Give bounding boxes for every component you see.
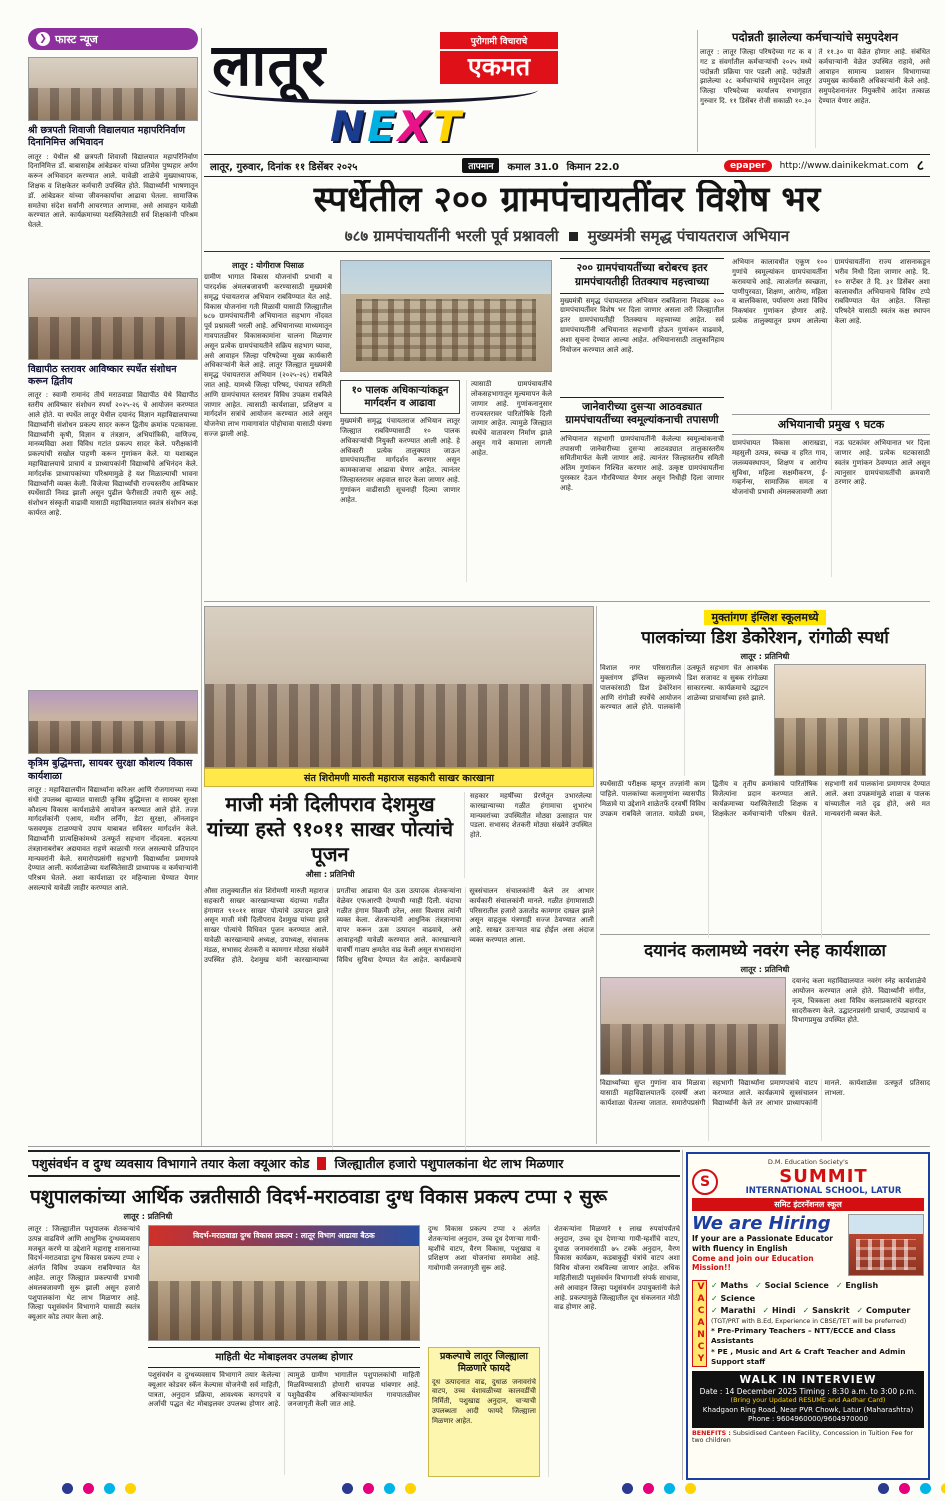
temp-max: कमाल 31.0 bbox=[507, 161, 559, 173]
next-letter-n: N bbox=[330, 102, 368, 151]
photo-dairy-meeting bbox=[148, 1225, 420, 1341]
sidebar-article-3-body: लातूर : महाविद्यालयीन विद्यार्थ्यांना करिअर आणि रोजगाराच्या नव्या संधी उपलब्ध व्हाव्यात यासाठी कृत्रिम बुद्धिमत्ता व सायबर सुरक्षा कौशल्य विकास कार्यशाळेचे आयोजन करण्यात आले होते. तज्ज्ञ मार्गदर्शकांनी एआय, मशीन लर्निंग, डेटा सुरक्षा, ऑनलाइन फसवणूक टाळण्याचे उपाय याबाबत सविस्तर मार्गदर्शन केले. विद्यार्थ्यांनी प्रात्यक्षिकांमध्ये उत्स्फूर्त सहभाग नोंदवला. बदलत्या तंत्रज्ञानाबरोबर अद्ययावत राहणे काळाची गरज असल्याचे प्रतिपादन मान्यवरांनी केले. समारोपप्रसंगी सहभागी विद्यार्थ्यांना प्रमाणपत्रे देण्यात आली. कार्यशाळेच्या यशस्वितेसाठी प्राध्यापक व कर्मचाऱ्यांनी परिश्रम घेतले. अशा कार्यशाळा दर महिन्याला घेण्यात येणार असल्याचे यावेळी जाहीर करण्यात आले. bbox=[28, 786, 198, 893]
school-logo-icon: S bbox=[692, 1169, 718, 1195]
registration-marks bbox=[342, 1483, 416, 1494]
sugar-body: औसा तालुक्यातील संत शिरोमणी मारुती महाराज सहकारी साखर कारखान्याच्या यंदाच्या गळीत हंगामात ९१०११ साखर पोत्यांचे उत्पादन झाले असून माजी मंत्री दिलीपराव देशमुख यांच्या हस्ते साखर पोत्यांचे विधिवत पूजन करण्यात आले. यावेळी कारखान्याचे अध्यक्ष, उपाध्यक्ष, संचालक मंडळ, सभासद शेतकरी व कामगार मोठ्या संख्येने उपस्थित होते. देशमुख यांनी कारखान्याच्या प्रगतीचा आढावा घेत ऊस उत्पादक शेतकऱ्यांना वेळेवर एफआरपी देण्याची ग्वाही दिली. यंदाचा गळीत हंगाम विक्रमी ठरेल, असा विश्वास त्यांनी व्यक्त केला. शेतकऱ्यांनी आधुनिक तंत्रज्ञानाचा वापर करून ऊस उत्पादन वाढवावे, असे आवाहनही यावेळी करण्यात आले. कारखान्याने यावर्षी गाळप क्षमतेत वाढ केली असून सभासदांना विविध सुविधा देण्यात येत आहेत. कार्यक्रमाचे सूत्रसंचालन संचालकांनी केले तर आभार कार्यकारी संचालकांनी मानले. गळीत हंगामासाठी परिसरातील हजारो ऊसतोड कामगार दाखल झाले असून वाहतूक यंत्रणाही सज्ज ठेवण्यात आली आहे. साखर उताऱ्यात वाढ होईल असा अंदाज व्यक्त करण्यात आला. bbox=[204, 887, 594, 964]
lead-column-2b-body: त्यासाठी ग्रामपंचायतींचे लोकसहभागातून मूल्यमापन केले जाणार आहे. गुणांकनानुसार राज्यस्तरावर पारितोषिके दिली जाणार आहेत. त्यामुळे जिल्ह्यात स्पर्धेचे वातावरण निर्माण झाले असून गावे कामाला लागली आहेत. bbox=[471, 380, 552, 457]
registration-marks bbox=[62, 1483, 136, 1494]
banner-separator bbox=[317, 1157, 326, 1170]
masthead-brand-block bbox=[440, 32, 558, 84]
dairy-benefits-box bbox=[428, 1347, 540, 1477]
sugar-headline: माजी मंत्री दिलीपराव देशमुख यांच्या हस्ते ९१०११ साखर पोत्यांचे पूजन bbox=[206, 792, 454, 866]
check-icon: ✓ bbox=[711, 1294, 718, 1304]
check-icon: ✓ bbox=[835, 1281, 843, 1291]
edition-date: लातूर, गुरुवार, दिनांक ११ डिसेंबर २०२५ bbox=[210, 161, 358, 173]
navrang-headline: दयानंद कलामध्ये नवरंग स्नेह कार्यशाळा bbox=[644, 941, 886, 961]
dish-kicker: मुक्तांगण इंग्लिश स्कूलमध्ये bbox=[704, 610, 827, 625]
epaper-badge[interactable]: epaper bbox=[724, 160, 772, 172]
dairy-byline: लातूर : प्रतिनिधी bbox=[123, 1212, 173, 1221]
check-icon: ✓ bbox=[802, 1306, 810, 1316]
lead-subhead-1: ७८७ ग्रामपंचायतींनी भरली पूर्व प्रश्नावली bbox=[344, 227, 559, 246]
hiring-line-3: Come and join our Education Mission!! bbox=[692, 1254, 814, 1273]
subjects-row-1 bbox=[711, 1280, 924, 1305]
dairy-columns bbox=[28, 1225, 680, 1477]
dairy-column-4: शेतकऱ्यांना मिळणारे १ लाख रुपयांपर्यंतचे अनुदान, उच्च दूध देणाऱ्या गायी-म्हशींचे वाटप, दुधाळ जनावरांसाठी ७५ टक्के अनुदान, वैरण विकास कार्यक्रम, कडबाकुट्टी यंत्रांचे वाटप अशा विविध योजना राबविल्या जाणार आहेत. अधिक माहितीसाठी पशुसंवर्धन विभागाशी संपर्क साधावा, असे आवाहन जिल्हा पशुसंवर्धन उपायुक्तांनी केले आहे. प्रकल्पामुळे जिल्ह्यातील दूध संकलनात मोठी वाढ होणार आहे. bbox=[548, 1225, 680, 1477]
subjects-row-2 bbox=[711, 1305, 924, 1317]
color-dot-yellow bbox=[685, 1483, 696, 1494]
ad-benefits-line bbox=[692, 1430, 924, 1444]
dairy-photo-caption: विदर्भ-मराठवाडा दुग्ध विकास प्रकल्प : लातूर विभाग आढावा बैठक bbox=[149, 1226, 419, 1246]
lead-column-4 bbox=[732, 258, 930, 582]
box-200gp-headline: २०० ग्रामपंचायतींच्या बरोबरच इतर ग्रामपंचायतीही तितक्याच महत्त्वाच्या bbox=[560, 258, 724, 293]
check-icon: ✓ bbox=[762, 1306, 770, 1316]
lead-columns bbox=[204, 258, 930, 582]
sugar-side-body: सहकार महर्षींच्या प्रेरणेतून उभारलेल्या कारखान्याच्या गळीत हंगामाचा शुभारंभ मान्यवरांच्या उपस्थितीत मोठ्या उत्साहात पार पडला. सभासद शेतकरी मोठ्या संख्येने उपस्थित होते. bbox=[464, 792, 592, 878]
photo-sugar-pujan bbox=[204, 606, 594, 768]
lead-column-4a-body: अभियान कालावधीत एकूण १०० गुणांचे स्वमूल्यांकन ग्रामपंचायतींना करावयाचे आहे. त्याअंतर्गत स्वच्छता, पाणीपुरवठा, शिक्षण, आरोग्य, महिला व बालविकास, पर्यावरण अशा विविध निकषांवर गुणांकन होणार आहे. प्रत्येक तालुक्यातून प्रथम आलेल्या ग्रामपंचायतींना राज्य शासनाकडून भरीव निधी दिला जाणार आहे. दि. १० सप्टेंबर ते दि. ३१ डिसेंबर अशा कालावधीत अभियानाचे विविध टप्पे राबविण्यात येत आहेत. जिल्हा परिषदेने यासाठी स्वतंत्र कक्ष स्थापन केला आहे. bbox=[732, 258, 930, 326]
sugar-headline-block bbox=[204, 792, 456, 882]
dairy-column-3: दुग्ध विकास प्रकल्प टप्पा २ अंतर्गत शेतकऱ्यांना अनुदान, उच्च दूध देणाऱ्या गायी-म्हशींचे वाटप, वैरण विकास, पशुखाद्य व प्रशिक्षण अशा योजनांचा समावेश आहे. गावोगावी जनजागृती सुरू आहे. bbox=[428, 1225, 540, 1273]
masthead-city: लातूर bbox=[212, 31, 327, 99]
divider-sidebar bbox=[201, 28, 202, 1146]
navrang-byline: लातूर : प्रतिनिधी bbox=[740, 965, 790, 975]
palak-box-body: मुख्यमंत्री समृद्ध पंचायतराज अभियान लातूर जिल्ह्यात राबविण्यासाठी १० पालक अधिकाऱ्यांची नियुक्ती करण्यात आली आहे. हे अधिकारी प्रत्येक तालुक्यात जाऊन ग्रामपंचायतींना मार्गदर्शन करणार असून कामकाजाचा आढावा घेणार आहेत. त्यानंतर जिल्हास्तरावर अहवाल सादर केला जाणार आहे. गुणांकन वाढीसाठी सूचनाही दिल्या जाणार आहेत. bbox=[340, 417, 460, 504]
lead-byline: लातूर : योगीराज पिसाळ bbox=[232, 261, 304, 271]
check-icon: ✓ bbox=[755, 1281, 762, 1291]
benefits-text: Subsidised Canteen Facility, Concession in Tuition Fee for two children bbox=[692, 1429, 913, 1444]
color-dot-magenta bbox=[83, 1483, 94, 1494]
color-dot-cyan bbox=[104, 1483, 115, 1494]
dish-body: स्पर्धेसाठी परीक्षक म्हणून तज्ज्ञांनी काम पाहिले. पालकांच्या कलागुणांना व्यासपीठ मिळावे या उद्देशाने शाळेतर्फे दरवर्षी विविध उपक्रम राबविले जातात. यावेळी प्रथम, द्वितीय व तृतीय क्रमांकाचे पारितोषिक विजेत्यांना प्रदान करण्यात आले. कार्यक्रमाच्या यशस्वितेसाठी शिक्षक व शिक्षकेतर कर्मचाऱ्यांनी परिश्रम घेतले. सहभागी सर्व पालकांना प्रमाणपत्र देण्यात आले. अशा उपक्रमांमुळे शाळा व पालक यांच्यातील नाते दृढ होते, असे मत मान्यवरांनी व्यक्त केले. bbox=[600, 780, 930, 818]
dish-lead-body: विशाल नगर परिसरातील मुक्तांगण इंग्लिश स्कूलमध्ये पालकांसाठी डिश डेकोरेशन आणि रांगोळी स्पर्धेचे आयोजन करण्यात आले होते. पालकांनी उत्स्फूर्त सहभाग घेत आकर्षक डिश सजावट व सुबक रांगोळ्या साकारल्या. कार्यक्रमाचे उद्घाटन शाळेच्या प्राचार्यांच्या हस्ते झाले. bbox=[600, 664, 768, 712]
weather-label: तापमान bbox=[462, 158, 499, 173]
lead-column-2b bbox=[466, 380, 552, 582]
masthead-brand: एकमत bbox=[440, 51, 558, 84]
lead-column-4b-body: ग्रामपंचायत विकास आराखडा, महसुली उत्पन्न, स्वच्छ व हरित गाव, जलव्यवस्थापन, शिक्षण व आरोग्य सुविधा, महिला सक्षमीकरण, ई-गव्हर्नन्स, सामाजिक समता व योजनांची प्रभावी अंमलबजावणी अशा नऊ घटकांवर अभियानात भर दिला जाणार आहे. प्रत्येक घटकासाठी स्वतंत्र गुणांकन ठेवण्यात आले असून त्यानुसार ग्रामपंचायतींची क्रमवारी ठरणार आहे. bbox=[732, 439, 930, 497]
sidebar-article-2-body: लातूर : स्वामी रामानंद तीर्थ मराठवाडा विद्यापीठ येथे विद्यापीठ स्तरीय आविष्कार संशोधन स्पर्धा २०२५-२६ चे आयोजन करण्यात आले होते. या स्पर्धेत लातूर येथील दयानंद विज्ञान महाविद्यालयाच्या विद्यार्थ्यांनी संशोधन प्रकल्प सादर करून द्वितीय क्रमांक पटकावला. विद्यार्थ्यांनी कृषी, विज्ञान व तंत्रज्ञान, अभियांत्रिकी, वाणिज्य, मानव्यविद्या अशा विविध गटांत प्रकल्प सादर केले. परीक्षकांनी प्रकल्पांची सखोल पाहणी करून गुणांकन केले. या यशाबद्दल महाविद्यालयाचे प्राचार्य व प्राध्यापकांनी विद्यार्थ्यांचे अभिनंदन केले. मार्गदर्शक प्राध्यापकांच्या परिश्रमामुळे हे यश मिळाल्याची भावना विद्यार्थ्यांनी व्यक्त केली. विजेत्या विद्यार्थ्यांची राज्यस्तरीय आविष्कार स्पर्धेसाठी निवड झाली असून पुढील फेरीसाठी तयारी सुरू आहे. संशोधन संस्कृती वाढावी यासाठी महाविद्यालयात स्वतंत्र संशोधन कक्ष कार्यरत आहे. bbox=[28, 391, 198, 517]
photo-school-building bbox=[848, 1214, 924, 1276]
color-dot-magenta bbox=[643, 1483, 654, 1494]
sugar-article bbox=[204, 606, 594, 1153]
dairy-mobile-box bbox=[148, 1347, 420, 1477]
fast-news-sidebar bbox=[28, 28, 198, 1146]
dairy-benefits-headline: प्रकल्पाचे लातूर जिल्ह्याला मिळणारे फायदे bbox=[440, 1351, 528, 1375]
walkin-bring-note: (Bring your Updated RESUME and Aadhar Card) bbox=[730, 1395, 886, 1404]
dish-headline: पालकांच्या डिश डेकोरेशन, रांगोळी स्पर्धा bbox=[641, 628, 889, 648]
website-link[interactable]: http://www.dainikekmat.com bbox=[779, 160, 909, 171]
dairy-banner-left: पशुसंवर्धन व दुग्ध व्यवसाय विभागाने तयार केला क्यूआर कोड bbox=[32, 1156, 310, 1171]
color-dot-blue bbox=[622, 1483, 633, 1494]
color-dot-yellow bbox=[941, 1483, 945, 1494]
registration-marks bbox=[622, 1483, 696, 1494]
dateline-bar bbox=[204, 154, 930, 177]
sidebar-article-3-headline: कृत्रिम बुद्धिमत्ता, सायबर सुरक्षा कौशल्य विकास कार्यशाळा bbox=[28, 758, 193, 782]
walkin-date: Date : 14 December 2025 Timing : 8:30 a.m. to 3:00 p.m. bbox=[699, 1386, 917, 1396]
check-icon: ✓ bbox=[711, 1281, 718, 1291]
nine-components-subhead: अभियानाची प्रमुख ९ घटक bbox=[732, 414, 930, 435]
lead-story bbox=[204, 180, 930, 582]
masthead bbox=[204, 30, 560, 152]
school-name-2: INTERNATIONAL SCHOOL, LATUR bbox=[745, 1185, 902, 1196]
temp-min: किमान 22.0 bbox=[566, 161, 620, 173]
color-dot-blue bbox=[62, 1483, 73, 1494]
dairy-headline: पशुपालकांच्या आर्थिक उन्नतीसाठी विदर्भ-मराठवाडा दुग्ध विकास प्रकल्प टप्पा २ सुरू bbox=[30, 1186, 608, 1208]
photo-workshop-stage bbox=[28, 690, 198, 754]
subject-marathi: Marathi bbox=[720, 1306, 756, 1316]
box-200gp-body: मुख्यमंत्री समृद्ध पंचायतराज अभियान राबविताना निवडक २०० ग्रामपंचायतींवर विशेष भर दिला जाणार असला तरी जिल्ह्यातील इतर ग्रामपंचायतीही तितक्याच महत्त्वाच्या आहेत. सर्व ग्रामपंचायतींनी अभियानात सहभागी होऊन गुणांकन वाढवावे, अशा सूचना देण्यात आल्या आहेत. अभियानासाठी तालुकानिहाय नियोजन करण्यात आले आहे. bbox=[560, 296, 724, 354]
ad-item-preprimary: * Pre-Primary Teachers – NTT/ECCE and Class Assistants bbox=[711, 1326, 896, 1346]
hiring-title: We are Hiring bbox=[692, 1213, 831, 1235]
box-january-headline: जानेवारीच्या दुसऱ्या आठवड्यात ग्रामपंचायतींच्या स्वमूल्यांकनाची तपासणी bbox=[560, 397, 724, 432]
lead-subhead-2: मुख्यमंत्री समृद्ध पंचायतराज अभियान bbox=[587, 227, 790, 246]
color-dot-cyan bbox=[384, 1483, 395, 1494]
walkin-box bbox=[692, 1371, 924, 1428]
color-dot-magenta bbox=[363, 1483, 374, 1494]
subject-sanskrit: Sanskrit bbox=[812, 1306, 850, 1316]
navrang-body: विद्यार्थ्यांच्या सुप्त गुणांना वाव मिळावा यासाठी महाविद्यालयातर्फे दरवर्षी अशा कार्यशाळा घेतल्या जातात. समारोपप्रसंगी सहभागी विद्यार्थ्यांना प्रमाणपत्रांचे वाटप करण्यात आले. कार्यक्रमाचे सूत्रसंचालन विद्यार्थ्यांनी केले तर आभार प्राध्यापकांनी मानले. कार्यशाळेस उत्स्फूर्त प्रतिसाद लाभला. bbox=[600, 1079, 930, 1107]
photo-award-ceremony bbox=[28, 278, 198, 360]
promotion-headline: पदोन्नती झालेल्या कर्मचाऱ्यांचे समुपदेशन bbox=[731, 30, 899, 44]
next-letter-x: X bbox=[397, 102, 433, 151]
sidebar-article-1-headline: श्री छत्रपती शिवाजी विद्यालयात महापरिनिर्वाण दिनानिमित्त अभिवादन bbox=[28, 125, 186, 149]
ad-hiring-row bbox=[692, 1214, 924, 1276]
sidebar-article-2-headline: विद्यापीठ स्तरावर आविष्कार स्पर्धेत संशोधन करून द्वितीय bbox=[28, 363, 177, 388]
subject-science: Science bbox=[720, 1294, 756, 1304]
square-bullet-icon bbox=[569, 232, 578, 241]
divider-lead-bottom bbox=[204, 601, 930, 602]
walkin-title: WALK IN INTERVIEW bbox=[739, 1373, 877, 1386]
promotion-body: लातूर : लातूर जिल्हा परिषदेच्या गट क व गट ड संवर्गातील कर्मचाऱ्यांची २०२५ मध्ये पदोन्नती प्रक्रिया पार पडली आहे. पदोन्नती झालेल्या २८ कर्मचाऱ्यांचे समुपदेशन लातूर जिल्हा परिषदेच्या कार्यालय सभागृहात गुरुवार दि. ११ डिसेंबर रोजी सकाळी १०.३० ते ११.३० या वेळेत होणार आहे. संबंधित कर्मचाऱ्यांनी वेळेत उपस्थित राहावे, असे आवाहन सामान्य प्रशासन विभागाच्या उपमुख्य कार्यकारी अधिकाऱ्यांनी केले आहे. समुपदेशनानंतर नियुक्तीचे आदेश तत्काळ देण्यात येणार आहेत. bbox=[700, 48, 930, 105]
next-letter-t: T bbox=[432, 102, 463, 151]
divider-dairy-ad bbox=[682, 1150, 683, 1480]
hiring-line-1: If your are a Passionate Educator bbox=[692, 1233, 833, 1243]
fast-news-title: फास्ट न्यूज bbox=[55, 32, 98, 46]
divider-masthead-promo bbox=[697, 30, 698, 152]
fast-news-icon: ❯ bbox=[36, 32, 50, 46]
summit-school-ad[interactable] bbox=[686, 1152, 930, 1480]
lead-column-1 bbox=[204, 258, 332, 582]
benefits-label: BENEFITS : bbox=[692, 1429, 731, 1437]
photo-navrang-workshop bbox=[600, 977, 786, 1075]
sidebar-article-1-body: लातूर : येथील श्री छत्रपती शिवाजी विद्यालयात महापरिनिर्वाण दिनानिमित्त डॉ. बाबासाहेब आंबेडकर यांच्या प्रतिमेस पुष्पहार अर्पण करून अभिवादन करण्यात आले. यावेळी शाळेचे मुख्याध्यापक, शिक्षक व शिक्षकेतर कर्मचारी उपस्थित होते. विद्यार्थ्यांनी भाषणातून डॉ. आंबेडकर यांच्या जीवनकार्याचा आढावा घेतला. सामाजिक समतेचा संदेश सर्वांनी आचरणात आणावा, असे आवाहन यावेळी करण्यात आले. कार्यक्रमाच्या यशस्वितेसाठी सर्व शिक्षकांनी परिश्रम घेतले. bbox=[28, 152, 198, 230]
subject-english: English bbox=[845, 1281, 879, 1291]
color-dot-blue bbox=[342, 1483, 353, 1494]
masthead-next-logo bbox=[330, 102, 463, 151]
page-number: ८ bbox=[916, 158, 924, 174]
subject-hindi: Hindi bbox=[771, 1306, 796, 1316]
lead-box-palak bbox=[340, 380, 460, 582]
color-dot-blue bbox=[878, 1483, 889, 1494]
color-dot-yellow bbox=[125, 1483, 136, 1494]
school-name-marathi: समिट इंटरनॅशनल स्कूल bbox=[692, 1198, 924, 1211]
school-name: SUMMIT bbox=[779, 1166, 868, 1187]
dish-article bbox=[600, 606, 930, 938]
sugar-photo-caption: संत शिरोमणी मारुती महाराज सहकारी साखर कारखाना bbox=[204, 768, 594, 787]
dairy-section bbox=[28, 1150, 680, 1477]
registration-marks bbox=[878, 1483, 945, 1494]
check-icon: ✓ bbox=[856, 1306, 864, 1316]
color-dot-magenta bbox=[899, 1483, 910, 1494]
color-dot-cyan bbox=[920, 1483, 931, 1494]
ad-society-line: D.M. Education Society's bbox=[767, 1158, 849, 1166]
dairy-banner-right: जिल्ह्यातील हजारो पशुपालकांना थेट लाभ मिळणार bbox=[334, 1156, 564, 1171]
vacancy-row bbox=[692, 1280, 924, 1367]
lead-headline: स्पर्धेतील २०० ग्रामपंचायतींवर विशेष भर bbox=[313, 180, 821, 220]
photo-dish-competition bbox=[774, 664, 926, 776]
lead-column-1-body: ग्रामीण भागात विकास योजनांची प्रभावी व पारदर्शक अंमलबजावणी करण्यासाठी मुख्यमंत्री समृद्ध पंचायतराज अभियान राबविण्यात येत आहे. विकास योजनांना गती मिळावी यासाठी जिल्ह्यातील ७८७ ग्रामपंचायतींनी अभियानात सहभाग नोंदवत पूर्व प्रश्नावली भरली आहे. अभियानाच्या माध्यमातून गावपातळीवर विकासकामांना चालना मिळणार असून प्रत्येक ग्रामपंचायतीने सक्रिय सहभाग घ्यावा, असे आवाहन जिल्हा परिषदेच्या मुख्य कार्यकारी अधिकाऱ्यांनी केले आहे. लातूर जिल्ह्यात मुख्यमंत्री समृद्ध पंचायतराज अभियान (२०२५-२६) राबविले जात आहे. यामध्ये जिल्हा परिषद, पंचायत समिती आणि ग्रामपंचायत स्तरावर विविध उपक्रम राबविले जाणार आहेत. त्यासाठी कार्यशाळा, प्रशिक्षण व मार्गदर्शन सत्रांचे आयोजन करण्यात आले असून योजनेचा लाभ गावागावांत पोहोचावा यासाठी यंत्रणा सज्ज झाली आहे. bbox=[204, 273, 332, 438]
ad-item-pe-music: * PE , Music and Art & Craft Teacher and Admin Support staff bbox=[711, 1346, 906, 1366]
photo-school-tribute bbox=[28, 57, 198, 121]
dairy-mobile-body: पशुसंवर्धन व दुग्धव्यवसाय विभागाने तयार केलेल्या क्यूआर कोडवर स्कॅन केल्यास योजनेची सर्व माहिती, पात्रता, अनुदान प्रक्रिया, आवश्यक कागदपत्रे व अर्जाची पद्धत थेट मोबाइलवर उपलब्ध होणार आहे. त्यामुळे ग्रामीण भागातील पशुपालकांची माहिती मिळविण्यासाठी होणारी धावपळ थांबणार आहे. पशुवैद्यकीय अधिकाऱ्यांमार्फत गावपातळीवर जनजागृती केली जात आहे. bbox=[148, 1371, 420, 1409]
lead-subheadline bbox=[204, 220, 930, 252]
ad-qualification-note: (TGT/PRT with B.Ed, Experience in CBSE/TET will be preferred) bbox=[711, 1318, 907, 1326]
lead-column-3 bbox=[560, 258, 724, 582]
dairy-mobile-headline: माहिती थेट मोबाइलवर उपलब्ध होणार bbox=[148, 1347, 420, 1368]
dairy-banner bbox=[28, 1150, 680, 1177]
masthead-tagline: पुरोगामी विचाराचे bbox=[440, 32, 558, 49]
dish-row bbox=[600, 664, 930, 776]
subject-maths: Maths bbox=[720, 1281, 749, 1291]
photo-zp-building bbox=[340, 260, 552, 372]
ad-title-row bbox=[692, 1167, 924, 1196]
color-dot-yellow bbox=[405, 1483, 416, 1494]
hiring-line-2: with fluency in English bbox=[692, 1243, 788, 1253]
check-icon: ✓ bbox=[711, 1306, 718, 1316]
vacancy-strip: VACANCY bbox=[692, 1280, 707, 1367]
school-address: Khadgaon Ring Road, Near PVR Chowk, Latur (Maharashtra) Phone : 9604960000/9604970000 bbox=[702, 1405, 914, 1424]
subject-computer: Computer bbox=[866, 1306, 911, 1316]
navrang-row bbox=[600, 977, 930, 1075]
navrang-article bbox=[600, 938, 930, 1141]
promotion-article bbox=[700, 30, 930, 152]
dairy-benefits-body: दूध उत्पादनात वाढ, दुधाळ जनावरांचे वाटप, उच्च वंशावळीच्या कालवडींची निर्मिती, पशुखाद्य अनुदान, चाऱ्याची उपलब्धता आदी फायदे जिल्ह्याला मिळणार आहेत. bbox=[432, 1377, 536, 1425]
next-letter-e: E bbox=[367, 102, 398, 151]
sugar-headline-row bbox=[204, 792, 594, 882]
fast-news-badge bbox=[28, 28, 198, 50]
box-january-body: अभियानात सहभागी ग्रामपंचायतींनी केलेल्या स्वमूल्यांकनाची तपासणी जानेवारीच्या दुसऱ्या आठवड्यात तालुकास्तरीय समितीमार्फत केली जाणार आहे. त्यानंतर जिल्हास्तरीय समिती अंतिम गुणांकन निश्चित करणार आहे. उत्कृष्ट ग्रामपंचायतींना पुरस्कार देऊन गौरविण्यात येणार असून निधीही दिला जाणार आहे. bbox=[560, 434, 724, 492]
navrang-side-body: दयानंद कला महाविद्यालयात नवरंग स्नेह कार्यशाळेचे आयोजन करण्यात आले होते. विद्यार्थ्यांनी संगीत, नृत्य, चित्रकला अशा विविध कलाप्रकारांचे बहारदार सादरीकरण केले. उद्घाटनप्रसंगी प्राचार्य, उपप्राचार्य व विभागप्रमुख उपस्थित होते. bbox=[792, 977, 926, 1025]
subject-social-science: Social Science bbox=[764, 1281, 829, 1291]
dairy-column-1: लातूर : जिल्ह्यातील पशुपालक शेतकऱ्यांचे उत्पन्न वाढविणे आणि आधुनिक दुग्धव्यवसाय मजबूत करणे या उद्देशाने महाराष्ट्र शासनाच्या विदर्भ-मराठवाडा दुग्ध विकास प्रकल्प टप्पा २ अंतर्गत विविध उपक्रम राबविण्यात येत आहेत. लातूर जिल्ह्यात प्रकल्पाची प्रभावी अंमलबजावणी सुरू झाली असून हजारो पशुपालकांना थेट लाभ मिळणार आहे. जिल्हा पशुसंवर्धन विभागाने यासाठी स्वतंत्र क्यूआर कोड तयार केला आहे. bbox=[28, 1225, 140, 1322]
sugar-byline: औसा : प्रतिनिधी bbox=[305, 870, 355, 879]
dish-byline: लातूर : प्रतिनिधी bbox=[740, 652, 790, 662]
color-dot-cyan bbox=[664, 1483, 675, 1494]
palak-box-headline: १० पालक अधिकाऱ्यांकडून मार्गदर्शन व आढावा bbox=[340, 380, 460, 414]
divider-sugar-dish bbox=[596, 606, 597, 1144]
